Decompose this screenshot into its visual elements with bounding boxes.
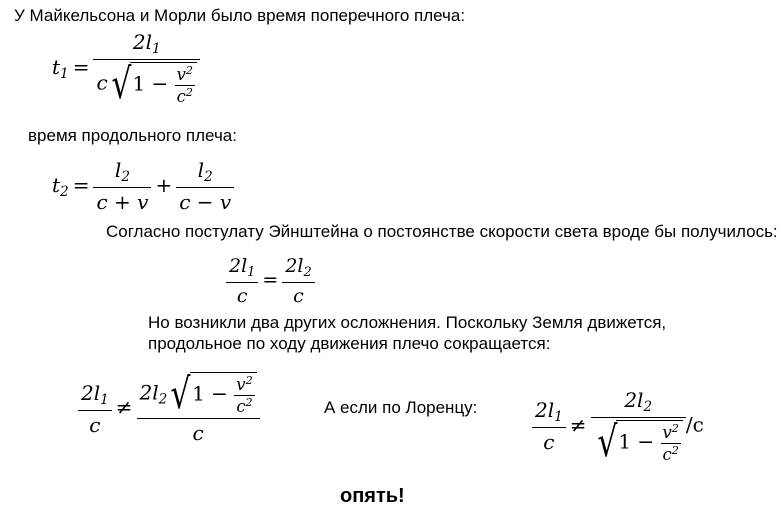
formula-equal-times: $\frac{2l_1}{c}$ = $\frac{2l_2}{c}$	[226, 255, 315, 307]
text-line-transverse: У Майкельсона и Морли было время поперечного плеча:	[14, 6, 466, 25]
text-lorentz-label: А если по Лоренцу:	[324, 398, 478, 417]
formula-lorentz: $\frac{2l_1}{c}$ ≠ $2l_2$ √1 − $\frac{v^2}{c^2}$ /c	[532, 388, 704, 464]
text-line-longitudinal: время продольного плеча:	[28, 126, 237, 145]
text-final: опять!	[340, 485, 405, 507]
formula-t2: $t_2$ = $\frac{l_2}{c + v}$ + $\frac{l_2}{c - v}$	[52, 158, 234, 214]
text-line-contraction: продольное по ходу движения плечо сокращается:	[148, 334, 551, 353]
text-line-complications: Но возникли два других осложнения. Поскольку Земля движется,	[148, 313, 667, 332]
formula-t1: $t_1$ = $2l_1$ c√1 − $\frac{v^2}{c^2}$	[52, 30, 200, 106]
text-line-einstein-postulate: Согласно постулату Эйнштейна о постоянстве скорости света вроде бы получилось:	[106, 222, 778, 241]
suffix-c: /c	[685, 412, 704, 437]
formula-contraction: $\frac{2l_1}{c}$ ≠ $2l_2√1$ − $\frac{v^2}{c^2}$ c	[78, 372, 260, 445]
